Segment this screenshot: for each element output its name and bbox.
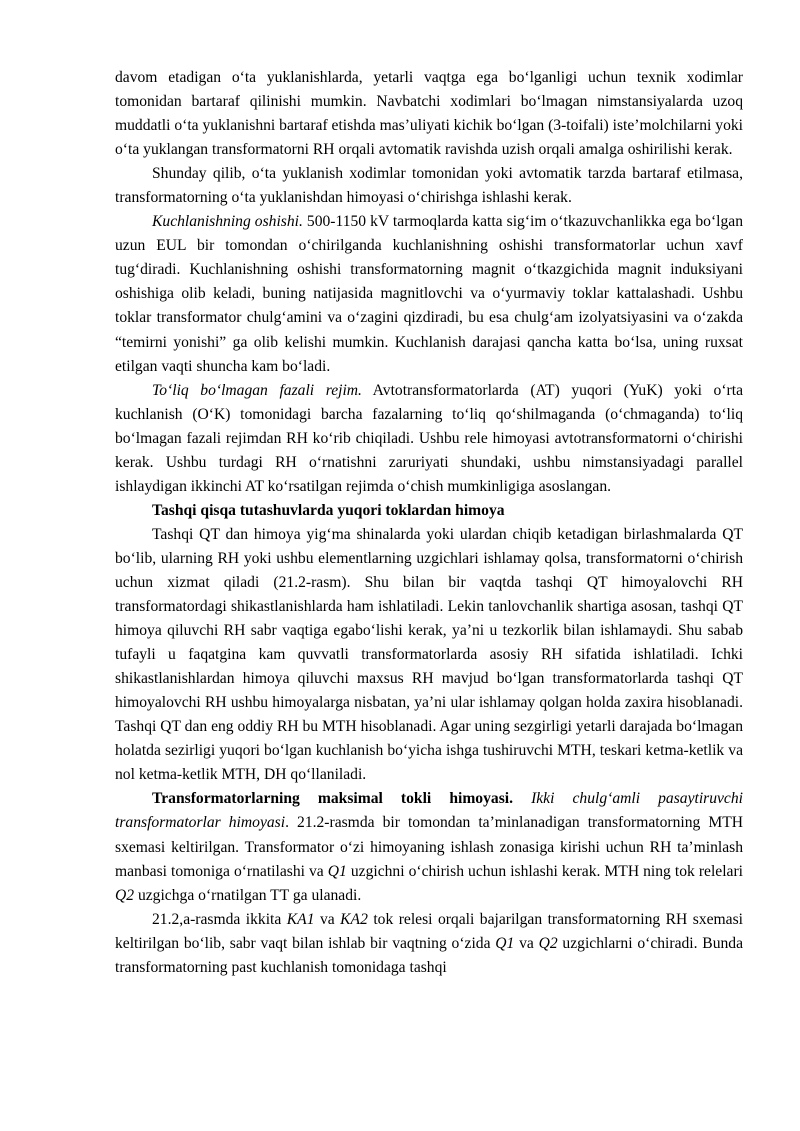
- body-paragraph: [115, 787, 743, 907]
- body-paragraph: [115, 66, 743, 162]
- text-run: 500-1150 kV tarmoqlarda katta sig‘im o‘tkazuvchanlikka ega bo‘lgan uzun EUL bir tomondan o‘chirilganda kuchlanishning oshishi transformatorlar uchun xavf tug‘diradi. Kuchlanishning oshishi transformatorning magnit o‘tkazgichida magnit induksiyani oshishiga olib keladi, buning natijasida magnitlovchi va o‘yurmaviy toklar kattalashadi. Ushbu toklar transformator chulg‘amini va o‘zagini qizdiradi, bu esa chulg‘am izolyatsiyasini va o‘zakda “temirni yonishi” ga olib kelishi mumkin. Kuchlanish darajasi qancha katta bo‘lsa, uning ruxsat etilgan vaqti shuncha kam bo‘ladi.: [115, 213, 743, 375]
- body-paragraph: [115, 379, 743, 499]
- text-run: uzgichga o‘rnatilgan TT ga ulanadi.: [134, 886, 362, 904]
- body-paragraph: [115, 162, 743, 210]
- text-run: tok relesi orqali bajarilgan transformatorning RH sxemasi keltirilgan bo‘lib, sabr vaqt bilan ishlab bir vaqtning o‘zida: [115, 910, 743, 952]
- body-paragraph: [115, 210, 743, 378]
- text-run: [513, 790, 531, 807]
- document-page: [115, 66, 743, 980]
- italic-run: Kuchlanishning oshishi.: [152, 213, 303, 231]
- italic-run: Q1: [327, 862, 347, 880]
- text-run: 21.2,a-rasmda ikkita: [152, 910, 287, 928]
- italic-run: To‘liq bo‘lmagan fazali rejim.: [152, 381, 362, 399]
- section-heading: [115, 499, 743, 523]
- text-run: uzgichlarni o‘chiradi. Bunda transformatorning past kuchlanish tomonidaga tashqi: [115, 934, 743, 976]
- body-paragraph: [115, 908, 743, 980]
- italic-run: Q2: [115, 886, 135, 904]
- italic-run: Q1: [495, 934, 515, 952]
- text-run: davom etadigan o‘ta yuklanishlarda, yetarli vaqtga ega bo‘lganligi uchun texnik xodimlar tomonidan bartaraf qilinishi mumkin. Navbatchi xodimlari bo‘lmagan nimstansiyalarda uzoq muddatli o‘ta yuklanishni bartaraf etishda mas’uliyati kichik bo‘lgan (3-toifali) iste’molchilarni yoki o‘ta yuklangan transformatorni RH orqali avtomatik ravishda uzish orqali amalga oshirilishi kerak.: [115, 69, 743, 159]
- italic-run: KA2: [340, 910, 368, 928]
- text-run: va: [314, 910, 341, 928]
- italic-run: Ikki chulg‘amli pasaytiruvchi transformatorlar himoyasi: [115, 790, 743, 832]
- text-run: uzgichni o‘chirish uchun ishlashi kerak. MTH ning tok relelari: [346, 862, 743, 880]
- text-run: Tashqi QT dan himoya yig‘ma shinalarda yoki ulardan chiqib ketadigan birlashmalarda QT bo‘lib, ularning RH yoki ushbu elementlarning uzgichlari ishlamay qolsa, transformatorni o‘chirish uchun xizmat qiladi (21.2-rasm). Shu bilan bir vaqtda tashqi QT himoyalovchi RH transformatordagi shikastlanishlarda ham ishlatiladi. Lekin tanlovchanlik shartiga asosan, tashqi QT himoya qiluvchi RH sabr vaqtiga egabo‘lishi kerak, ya’ni u tezkorlik bilan ishlamaydi. Shu sabab tufayli u faqatgina kam quvvatli transformatorlarda asosiy RH sifatida ishlatiladi. Ichki shikastlanishlardan himoya qiluvchi maxsus RH mavjud bo‘lgan transformatorlarda tashqi QT himoyalovchi RH ushbu himoyalarga nisbatan, ya’ni ular ishlamay qolgan holda zaxira hisoblanadi. Tashqi QT dan eng oddiy RH bu MTH hisoblanadi. Agar uning sezgirligi yetarli darajada bo‘lmagan holatda sezirligi yuqori bo‘lgan kuchlanish bo‘yicha ishga tushiruvchi MTH, teskari ketma-ketlik va nol ketma-ketlik MTH, DH qo‘llaniladi.: [115, 525, 743, 784]
- text-run: Shunday qilib, o‘ta yuklanish xodimlar tomonidan yoki avtomatik tarzda bartaraf etilmasa, transformatorning o‘ta yuklanishdan himoyasi o‘chirishga ishlashi kerak.: [115, 165, 743, 207]
- italic-run: KA1: [286, 910, 315, 928]
- italic-run: Q2: [538, 934, 558, 952]
- bold-run: Tashqi qisqa tutashuvlarda yuqori toklardan himoya: [152, 501, 505, 519]
- text-run: Avtotransformatorlarda (AT) yuqori (YuK) yoki o‘rta kuchlanish (O‘K) tomonidagi barcha fazalarning to‘liq qo‘shilmaganda (o‘chmaganda) to‘liq bo‘lmagan fazali rejimdan RH ko‘rib chiqiladi. Ushbu rele himoyasi avtotransformatorni o‘chirishi kerak. Ushbu turdagi RH o‘rnatishni zaruriyati shundaki, ushbu nimstansiyadagi parallel ishlaydigan ikkinchi AT ko‘rsatilgan rejimda o‘chish mumkinligiga asoslangan.: [115, 381, 743, 495]
- text-run: va: [514, 934, 539, 952]
- text-run: . 21.2-rasmda bir tomondan ta’minlanadigan transformatorning MTH sxemasi keltirilgan. Transformator o‘zi himoyaning ishlash zonasiga kirishi uchun RH ta’minlash manbasi tomoniga o‘rnatilashi va: [115, 814, 744, 880]
- bold-run: Transformatorlarning maksimal tokli himoyasi.: [152, 790, 513, 808]
- body-paragraph: [115, 523, 743, 788]
